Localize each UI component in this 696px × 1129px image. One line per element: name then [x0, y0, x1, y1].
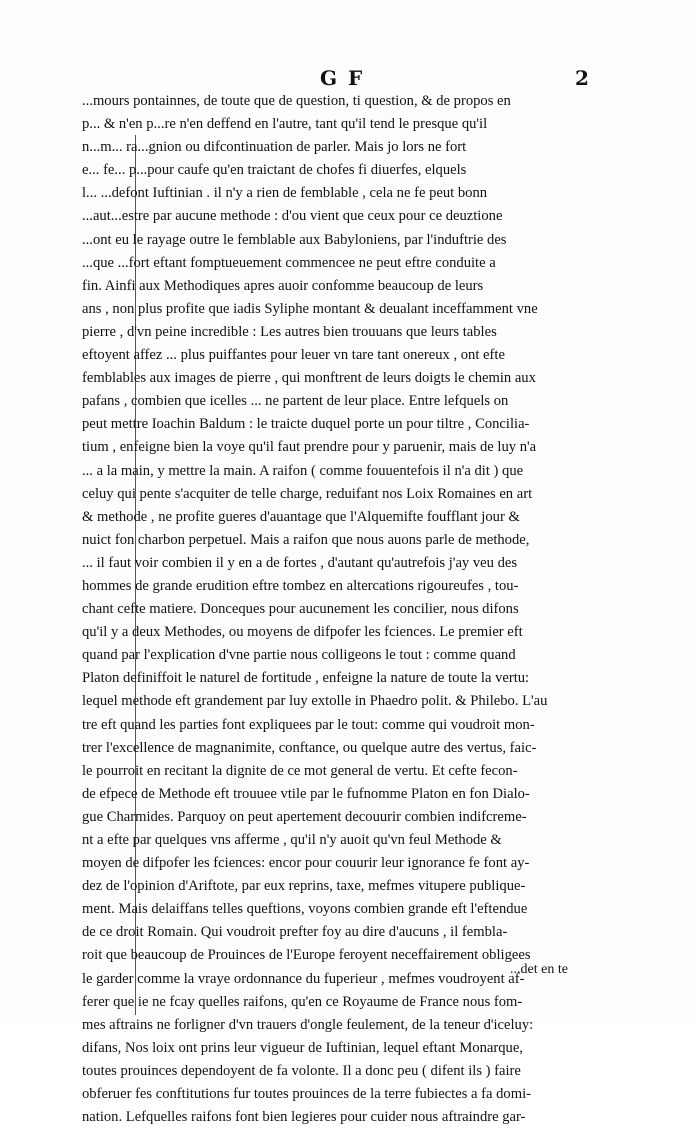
text-line: e... fe... p...pour caufe qu'en traictant de chofes fi diuerfes, elquels: [82, 162, 467, 179]
text-line: le pourroit en recitant la dignite de ce mot general de vertu. Et cefte fecon-: [82, 762, 518, 779]
text-line: tre eft quand les parties font expliquees par le tout: comme qui voudroit mon-: [82, 716, 535, 733]
text-line: ... il faut voir combien il y en a de fortes , d'autant qu'autrefois j'ay veu des: [82, 554, 518, 571]
text-line: hommes de grande erudition eftre tombez en altercations rigoureufes , tou-: [82, 577, 519, 594]
text-line: gue Charmides. Parquoy on peut apertement decouurir combien indifcreme-: [82, 808, 527, 825]
text-line: fin. Ainfi aux Methodiques apres auoir confomme beaucoup de leurs: [82, 277, 484, 294]
text-line: ment. Mais delaiffans telles queftions, voyons combien grande eft l'eftendue: [82, 901, 528, 918]
text-line: qu'il y a deux Methodes, ou moyens de difpofer les fciences. Le premier eft: [82, 624, 523, 641]
text-line: ...mours pontainnes, de toute que de question, ti question, & de propos en: [82, 93, 511, 109]
text-line: quand par l'explication d'vne partie nous colligeons le tout : comme quand: [82, 647, 516, 664]
text-line: tium , enfeigne bien la voye qu'il faut prendre pour y paruenir, mais de luy n'a: [82, 439, 537, 456]
text-line: ...ont eu le rayage outre le femblable aux Babyloniens, par l'induftrie des: [82, 231, 507, 248]
text-line: p... & n'en p...re n'en deffend en l'autre, tant qu'il tend le presque qu'il: [82, 116, 488, 133]
signature-mark: G F: [320, 66, 365, 90]
text-line: eftoyent affez ... plus puiffantes pour leuer vn tare tant onereux , ont efte: [82, 347, 505, 364]
text-line: nt a efte par quelques vns afferme , qu'il n'y auoit qu'vn feul Methode &: [82, 832, 502, 848]
text-line: pierre , d'vn peine incredible : Les autres bien trouuans que leurs tables: [82, 323, 497, 340]
text-line: Platon definiffoit le naturel de fortitude , enfeigne la nature de toute la vertu:: [82, 670, 530, 687]
text-line: mes aftrains ne forligner d'vn trauers d'ongle feulement, de la teneur d'iceluy:: [82, 1016, 534, 1033]
text-line: de ce droit Romain. Qui voudroit prefter foy au dire d'aucuns , il fembla-: [82, 924, 508, 941]
text-line: n...m... ra...gnion ou difcontinuation de parler. Mais jo lors ne fort: [82, 139, 467, 156]
text-line: lequel methode eft grandement par luy extolle in Phaedro polit. & Philebo. L'au: [82, 693, 548, 710]
text-line: nation. Lefquelles raifons font bien legieres pour cuider nous aftraindre gar-: [82, 1109, 526, 1126]
text-line: peut mettre Ioachin Baldum : le traicte duquel porte un pour tiltre , Concilia-: [82, 416, 530, 433]
text-line: & methode , ne profite gueres d'auantage que l'Alquemifte foufflant jour &: [82, 508, 520, 525]
text-line: moyen de difpofer les fciences: encor pour couurir leur ignorance fe font ay-: [82, 855, 530, 872]
text-line: ... a la main, y mettre la main. A raifon ( comme fouuentefois il n'a dit ) que: [82, 462, 524, 479]
text-line: pafans , combien que icelles ... ne partent de leur place. Entre lefquels on: [82, 393, 509, 410]
text-line: obferuer fes conftitutions fur toutes prouinces de la terre fubiectes a fa domi-: [82, 1086, 531, 1103]
text-line: femblables aux images de pierre , qui monftrent de leurs doigts le chemin aux: [82, 370, 536, 387]
text-line: dez de l'opinion d'Ariftote, par eux reprins, taxe, mefmes vitupere publique-: [82, 878, 526, 895]
text-line: celuy qui pente s'acquiter de telle charge, reduifant nos Loix Romaines en art: [82, 485, 533, 502]
text-line: chant cefte matiere. Donceques pour aucunement les concilier, nous difons: [82, 601, 519, 618]
text-line: ans , non plus profite que iadis Syliphe montant & deualant inceffamment vne: [82, 300, 538, 317]
text-line: roit que beaucoup de Prouinces de l'Europe feroyent neceffairement obligees: [82, 947, 531, 964]
text-line: le garder comme la vraye ordonnance du fuperieur , mefmes voudroyent af-: [82, 970, 525, 987]
text-line: ferer que ie ne fcay quelles raifons, qu'en ce Royaume de France nous fom-: [82, 993, 523, 1010]
catchword: ...det en te: [510, 962, 568, 977]
text-line: difans, Nos loix ont prins leur vigueur de Iuftinian, lequel eftant Monarque,: [82, 1039, 523, 1056]
text-line: trer l'excellence de magnanimite, conftance, ou quelque autre des vertus, faic-: [82, 739, 537, 756]
text-line: nuict fon charbon perpetuel. Mais a raifon que nous auons parle de methode,: [82, 531, 530, 548]
text-line: ...que ...fort eftant fomptueuement commencee ne peut eftre conduite a: [82, 254, 496, 271]
text-line: de efpece de Methode eft trouuee vtile par le fufnomme Platon en fon Dialo-: [82, 785, 530, 802]
folio-number: 2: [575, 66, 589, 90]
text-line: toutes prouinces dependoyent de fa volonte. Il a donc peu ( difent ils ) faire: [82, 1062, 521, 1079]
text-line: ...aut...estre par aucune methode : d'ou vient que ceux pour ce deuztione: [82, 208, 503, 225]
text-line: l... ...defont Iuftinian . il n'y a rien de femblable , cela ne fe peut bonn: [82, 185, 488, 202]
